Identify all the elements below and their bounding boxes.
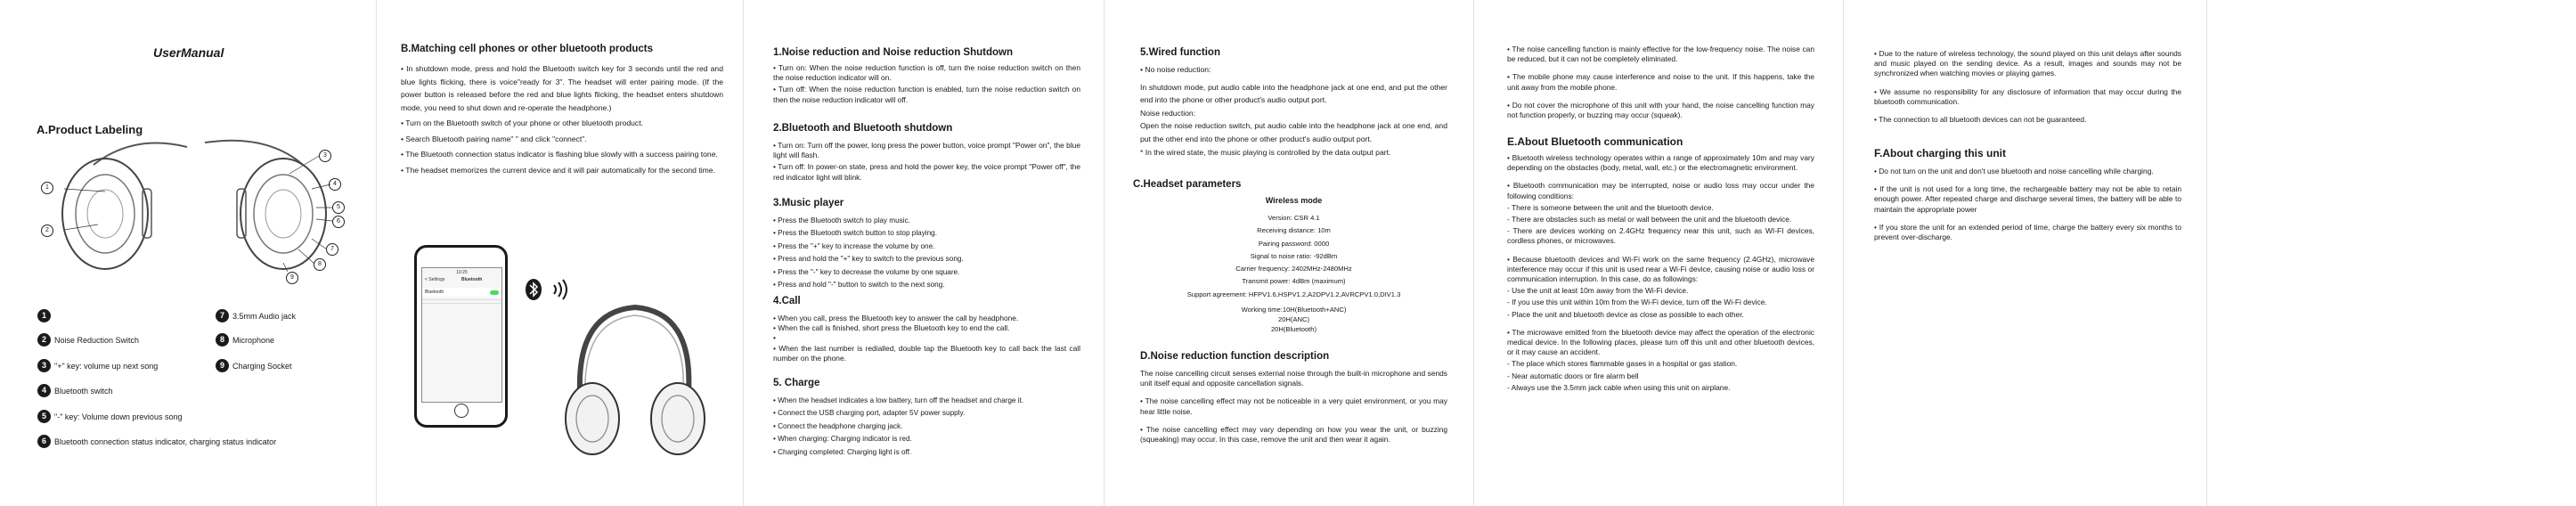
charge-item: • When the headset indicates a low battery, turn off the headset and charge it. — [773, 396, 1024, 404]
charge-item: • Connect the headphone charging jack. — [773, 421, 903, 430]
noise-note: • The noise cancelling function is mainly effective for the low-frequency noise. The noise can be reduced, but it can not be completely eliminated. — [1507, 45, 1814, 64]
charging-item: • Do not turn on the unit and don't use bluetooth and noise cancelling while charging. — [1874, 167, 2154, 175]
bluetooth-shutdown-title: 2.Bluetooth and Bluetooth shutdown — [773, 123, 953, 134]
label-item-6 — [37, 435, 276, 448]
charging-items — [1874, 167, 2181, 242]
bt-comm-item: • The microwave emitted from the bluetooth device may affect the operation of the electronic medical device. In the following places, please turn off this unit and other bluetooth devices, or it may cause an accident. — [1507, 327, 1814, 357]
bluetooth-comm-items — [1507, 153, 1814, 393]
music-player-item: • Press the "+" key to increase the volume by one. — [773, 241, 935, 250]
music-player-item: • Press the Bluetooth switch button to stop playing. — [773, 229, 938, 238]
label-number: 3 — [37, 359, 51, 372]
bt-comm-item: - Use the unit at least 10m away from the Wi-Fi device. — [1507, 286, 1689, 296]
callout-7: 7 — [326, 243, 338, 256]
label-number: 5 — [37, 410, 51, 423]
bluetooth-shutdown-item: • Turn on: Turn off the power, long press the power button, voice prompt "Power on", the blue light will flash. — [773, 141, 1080, 160]
bluetooth-icon — [525, 278, 542, 301]
call-item: • When the last number is redialled, double tap the Bluetooth key to call back the last call number on the phone. — [773, 343, 1080, 363]
charge-item: • When charging: Charging indicator is red. — [773, 435, 912, 444]
callout-5: 5 — [332, 201, 345, 214]
param-line: Pairing password: 0000 — [1258, 239, 1330, 248]
wireless-mode-title: Wireless mode — [1265, 196, 1323, 205]
music-player-item: • Press and hold the "+" key to switch to the previous song. — [773, 255, 964, 264]
label-item-9 — [216, 359, 292, 372]
callout-3: 3 — [319, 150, 331, 162]
noise-function-title: D.Noise reduction function description — [1140, 351, 1330, 362]
call-title: 4.Call — [773, 296, 801, 306]
charging-item: • If the unit is not used for a long time, the rechargeable battery may not be able to retain enough power. After repeated charge and discharge several times, the battery will be able to maintain the appropriate power — [1874, 184, 2181, 214]
label-text: Noise Reduction Switch — [54, 335, 140, 345]
noise-function-item: • The noise cancelling effect may vary depending on how you wear the unit, or buzzing (squeaking) may occur. In this case, remove the unit and then wear it again. — [1140, 424, 1447, 445]
wireless-note: • The connection to all bluetooth devices can not be guaranteed. — [1874, 115, 2087, 125]
charge-item: • Charging completed: Charging light is off. — [773, 447, 912, 456]
call-item: • When the call is finished, short press the Bluetooth key to end the call. — [773, 323, 1010, 333]
pairing-step: • The Bluetooth connection status indicator is flashing blue slowly with a success pairing tone. — [401, 150, 718, 159]
param-line: 20H(ANC) — [1277, 315, 1310, 324]
label-text: "-" key: Volume down previous song — [54, 412, 183, 421]
charge-title: 5. Charge — [773, 378, 820, 388]
call-items — [773, 314, 1080, 363]
phone-illustration — [414, 245, 508, 428]
callout-4: 4 — [329, 178, 341, 191]
noise-function-item: The noise cancelling circuit senses external noise through the built-in microphone and sends unit itself equal and opposite cancellation signals. — [1140, 369, 1447, 388]
wired-line: Noise reduction: — [1140, 108, 1196, 118]
callout-2: 2 — [41, 224, 53, 237]
noise-reduction-items — [773, 63, 1080, 105]
section-b-title: B.Matching cell phones or other bluetooth products — [401, 44, 654, 54]
callout-1: 1 — [41, 182, 53, 194]
wireless-notes — [1874, 49, 2181, 125]
pairing-instructions — [401, 62, 723, 179]
music-player-item: • Press and hold "-" button to switch to the next song. — [773, 281, 945, 290]
bt-comm-item: • Bluetooth wireless technology operates within a range of approximately 10m and may vary depending on the obstacles (body, metal, wall, etc.) or the electromagnetic environment. — [1507, 153, 1814, 173]
phone-screen — [421, 267, 502, 403]
label-item-2 — [37, 333, 139, 347]
noise-note: • Do not cover the microphone of this unit with your hand, the noise cancelling function may not function properly, or buzzing may occur (squeak). — [1507, 100, 1814, 120]
wireless-note: • Due to the nature of wireless technology, the sound played on this unit delays after sounds and music played on the sending device. As a result, images and sounds may not be synchronized when watching movies or playing games. — [1874, 49, 2181, 78]
callout-6: 6 — [332, 216, 345, 228]
pairing-step: • Search Bluetooth pairing name" " and click "connect". — [401, 134, 587, 143]
param-line: Transmit power: 4dBm (maximum) — [1242, 277, 1346, 286]
wired-line: Open the noise reduction switch, put audio cable into the headphone jack at one end, and put the other end into the phone or other product's audio output port. — [1140, 121, 1447, 143]
panel-charging — [1844, 0, 2207, 506]
phone-bluetooth-row: Bluetooth — [425, 290, 444, 295]
bt-comm-item: - Place the unit and bluetooth device as close as possible to each other. — [1507, 309, 1744, 319]
pairing-step: • Turn on the Bluetooth switch of your phone or other bluetooth product. — [401, 118, 643, 127]
label-text: Bluetooth switch — [54, 386, 113, 396]
label-item-1 — [37, 309, 54, 322]
headset-params-title: C.Headset parameters — [1133, 179, 1242, 190]
music-player-item: • Press the Bluetooth switch to play music. — [773, 216, 910, 224]
label-text: Microphone — [232, 335, 275, 345]
phone-header: Bluetooth — [461, 277, 483, 282]
bt-comm-item: - Near automatic doors or fire alarm bell — [1507, 371, 1639, 380]
label-number: 2 — [37, 333, 51, 347]
noise-reduction-title: 1.Noise reduction and Noise reduction Shutdown — [773, 47, 1013, 58]
wired-line: * In the wired state, the music playing is controlled by the data output part. — [1140, 147, 1391, 157]
phone-home-button — [454, 404, 469, 418]
param-line: Support agreement: HFPV1.6,HSPV1.2,A2DPV1.2,AVRCPV1.0,DIV1.3 — [1186, 290, 1401, 298]
section-a-title: A.Product Labeling — [37, 123, 143, 136]
callout-8: 8 — [314, 258, 326, 271]
charge-item: • Connect the USB charging port, adapter 5V power supply. — [773, 409, 966, 418]
label-text: "+" key: volume up next song — [54, 361, 159, 371]
param-line: Working time:10H(Bluetooth+ANC) — [1241, 306, 1347, 314]
panel-bluetooth-communication — [1474, 0, 1844, 506]
music-player-item: • Press the "-" key to decrease the volume by one square. — [773, 267, 960, 276]
bt-comm-item: - There is someone between the unit and the bluetooth device. — [1507, 202, 1714, 212]
bt-comm-item: • Because bluetooth devices and Wi-Fi work on the same frequency (2.4GHz), microwave interference may occur if this unit is used near a Wi-Fi device, causing noise or audio loss or communication interruption. In this case, do as followings: — [1507, 254, 1814, 284]
section-f-title: F.About charging this unit — [1874, 147, 2006, 159]
label-text: 3.5mm Audio jack — [232, 311, 297, 321]
noise-note: • The mobile phone may cause interference and noise to the unit. If this happens, take the unit away from the mobile phone. — [1507, 72, 1814, 92]
pairing-step: • In shutdown mode, press and hold the Bluetooth switch key for 3 seconds until the red and blue lights flicking, there is voice"ready for 3". The headset will enter pairing mode. (If the power button is released before the red and blue lights flicking, the headset enters shutdown mode, you need to shut down and re-operate the headphone.) — [401, 64, 723, 112]
label-item-3 — [37, 359, 158, 372]
bt-comm-item: - Always use the 3.5mm jack cable when using this unit on airplane. — [1507, 382, 1731, 392]
panel-bluetooth-pairing — [377, 0, 744, 506]
bt-comm-item: - If you use this unit within 10m from the Wi-Fi device, turn off the Wi-Fi device. — [1507, 298, 1767, 307]
phone-time: 10:25 — [456, 270, 468, 275]
music-player-title: 3.Music player — [773, 198, 844, 208]
label-number: 1 — [37, 309, 51, 322]
charge-items — [773, 395, 1080, 459]
param-line: Version: CSR 4.1 — [1268, 214, 1320, 222]
params-list — [1140, 212, 1447, 334]
label-text: Bluetooth connection status indicator, charging status indicator — [54, 437, 277, 446]
param-line: Receiving distance: 10m — [1257, 226, 1331, 235]
wired-function-title: 5.Wired function — [1140, 47, 1220, 58]
bluetooth-shutdown-item: • Turn off: In power-on state, press and hold the power key, the voice prompt "Power off", the red indicator light will blink. — [773, 162, 1080, 182]
charging-item: • If you store the unit for an extended period of time, charge the battery every six months to prevent over-discharge. — [1874, 222, 2181, 242]
wired-function-text — [1140, 63, 1447, 159]
call-item: • — [773, 333, 776, 343]
bluetooth-shutdown-items — [773, 141, 1080, 183]
manual-title: UserManual — [153, 45, 224, 60]
label-number: 7 — [216, 309, 229, 322]
call-item: • When you call, press the Bluetooth key to answer the call by headphone. — [773, 314, 1019, 322]
wired-line: • No noise reduction: — [1140, 65, 1211, 74]
pairing-step: • The headset memorizes the current device and it will pair automatically for the second time. — [401, 165, 715, 175]
label-item-4 — [37, 384, 113, 397]
bt-comm-item: • Bluetooth communication may be interrupted, noise or audio loss may occur under the following conditions: — [1507, 181, 1814, 200]
label-item-5 — [37, 410, 182, 423]
panel-blank — [2207, 0, 2576, 506]
noise-function-item: • The noise cancelling effect may not be noticeable in a very quiet environment, or you may hear little noise. — [1140, 396, 1447, 416]
headphone-diagram — [0, 0, 377, 506]
label-number: 6 — [37, 435, 51, 448]
bt-comm-item: - The place which stores flammable gases in a hospital or gas station. — [1507, 359, 1738, 369]
phone-back-link: < Settings — [425, 277, 445, 282]
param-line: Signal to noise ratio: -92dBm — [1250, 251, 1338, 260]
noise-function-items — [1140, 369, 1447, 445]
param-line: Carrier frequency: 2402MHz-2480MHz — [1235, 265, 1352, 273]
wireless-note: • We assume no responsibility for any disclosure of information that may occur during the bluetooth communication. — [1874, 86, 2181, 106]
callout-9: 9 — [286, 272, 298, 284]
noise-reduction-item: • Turn on: When the noise reduction function is off, turn the noise reduction switch on then the noise reduction indicator will on. — [773, 63, 1080, 83]
panel-wired-params — [1105, 0, 1474, 506]
label-number: 8 — [216, 333, 229, 347]
music-player-items — [773, 215, 1080, 291]
wired-line: In shutdown mode, put audio cable into the headphone jack at one end, and put the other end into the phone or other product's audio output port. — [1140, 82, 1447, 105]
panel-product-labeling — [0, 0, 377, 506]
bt-comm-item: - There are devices working on 2.4GHz frequency near this unit, such as WI-FI devices, cordless phones, or microwaves. — [1507, 226, 1814, 246]
label-text: Charging Socket — [232, 361, 292, 371]
noise-notes — [1507, 45, 1814, 120]
label-number: 4 — [37, 384, 51, 397]
section-e-title: E.About Bluetooth communication — [1507, 135, 1683, 148]
headphone-illustration — [555, 294, 706, 463]
noise-reduction-item: • Turn off: When the noise reduction function is enabled, turn the noise reduction switch on then the noise reduction indicator will off. — [773, 85, 1080, 104]
panel-operation — [744, 0, 1105, 506]
bt-comm-item: - There are obstacles such as metal or wall between the unit and the bluetooth device. — [1507, 215, 1792, 224]
label-item-8 — [216, 333, 274, 347]
param-line: 20H(Bluetooth) — [1270, 325, 1317, 334]
label-number: 9 — [216, 359, 229, 372]
toggle-icon — [490, 290, 499, 295]
label-item-7 — [216, 309, 296, 322]
